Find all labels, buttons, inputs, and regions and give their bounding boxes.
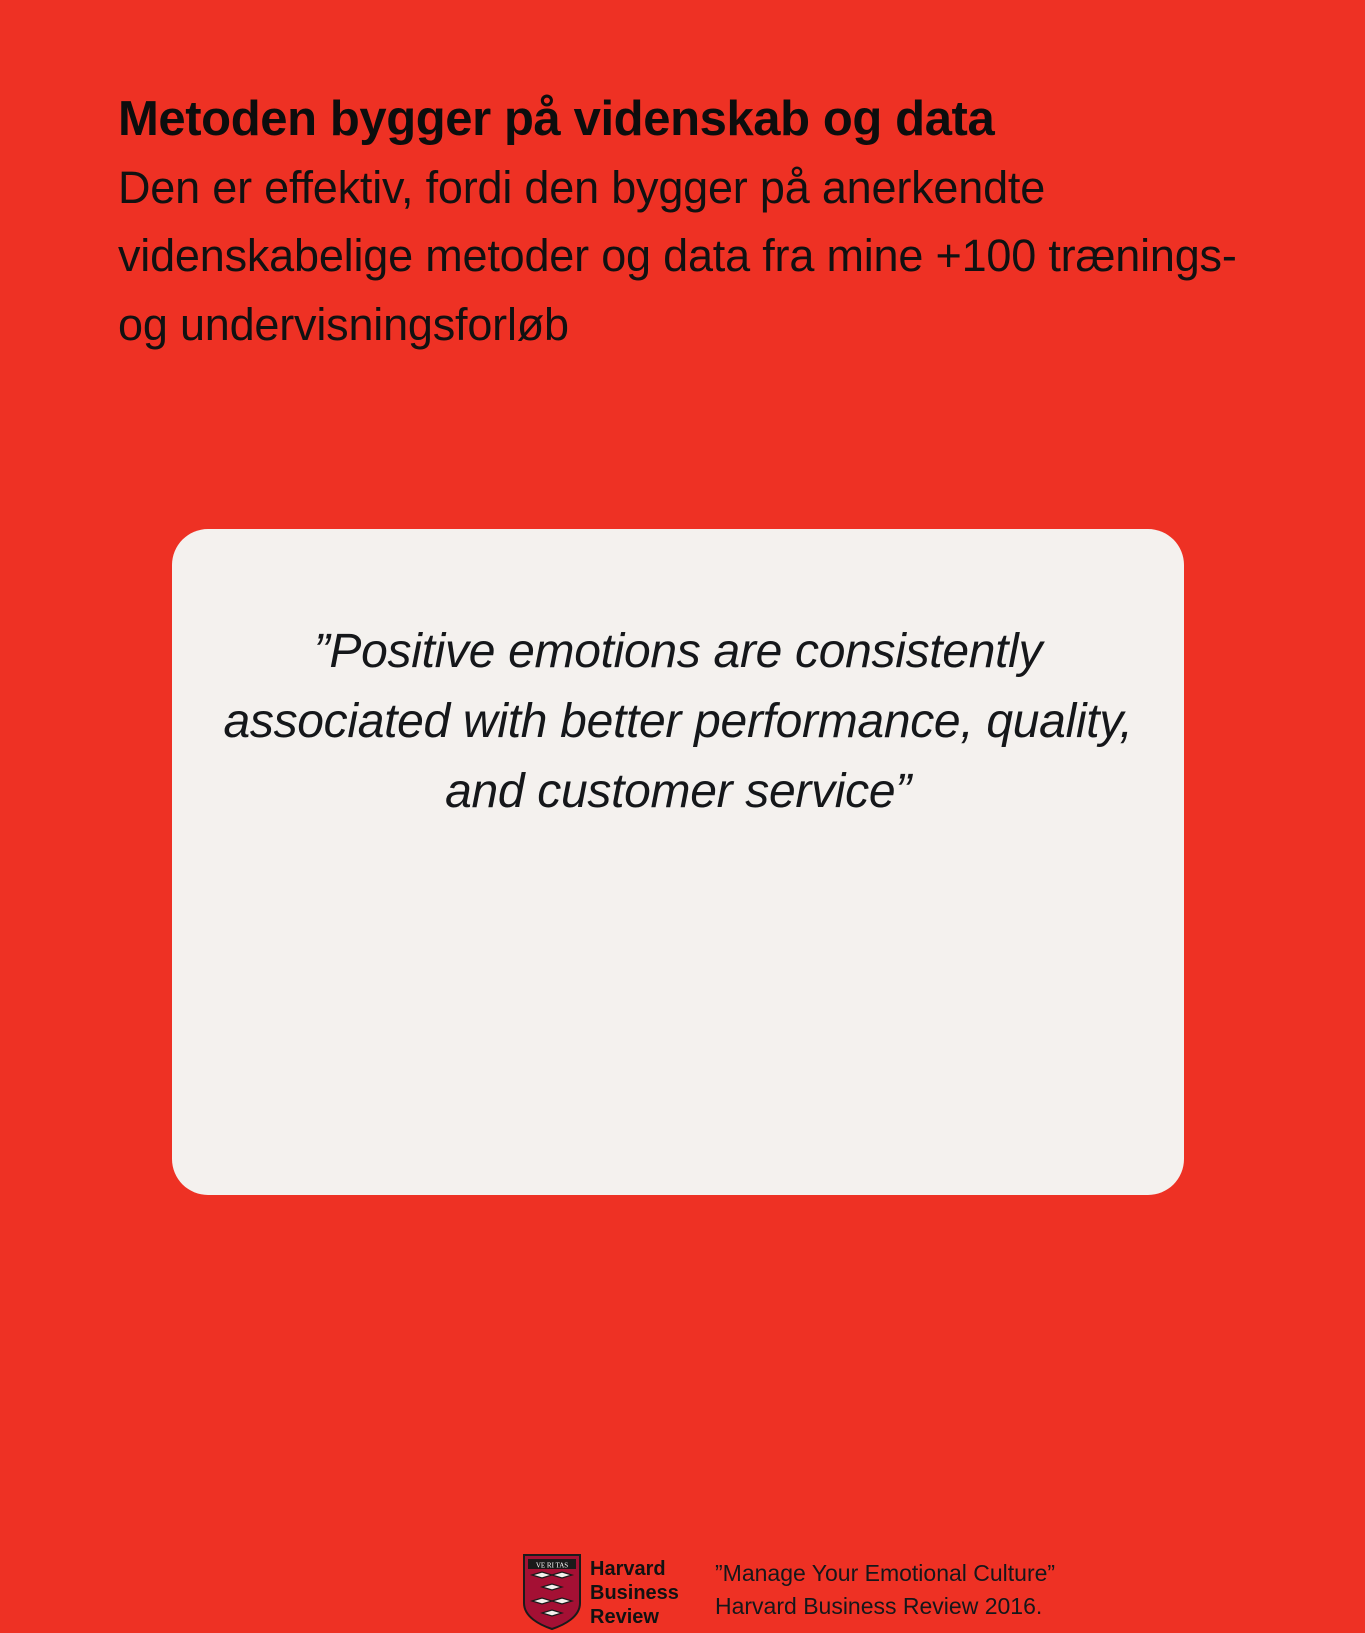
source-citation bbox=[715, 1551, 1055, 1622]
heading-block bbox=[118, 92, 1258, 359]
svg-text:Harvard: Harvard bbox=[590, 1558, 666, 1580]
harvard-business-review-logo bbox=[520, 1551, 695, 1633]
page-title: Metoden bygger på videnskab og data bbox=[118, 92, 995, 146]
page-subtitle: Den er effektiv, fordi den bygger på anerkendte videnskabelige metoder og data fra mine +100 trænings- og undervisningsforløb bbox=[118, 161, 1237, 350]
quote-card bbox=[172, 529, 1184, 1628]
svg-text:VE RI TAS: VE RI TAS bbox=[535, 1561, 569, 1570]
svg-text:Review: Review bbox=[590, 1606, 659, 1628]
source-publication: Harvard Business Review 2016. bbox=[715, 1592, 1043, 1619]
quote-text: ”Positive emotions are consistently associated with better performance, quality, and customer service” bbox=[223, 625, 1133, 819]
svg-text:Business: Business bbox=[590, 1582, 679, 1604]
quote-source bbox=[520, 1551, 1055, 1633]
source-article-title: ”Manage Your Emotional Culture” bbox=[715, 1560, 1056, 1586]
